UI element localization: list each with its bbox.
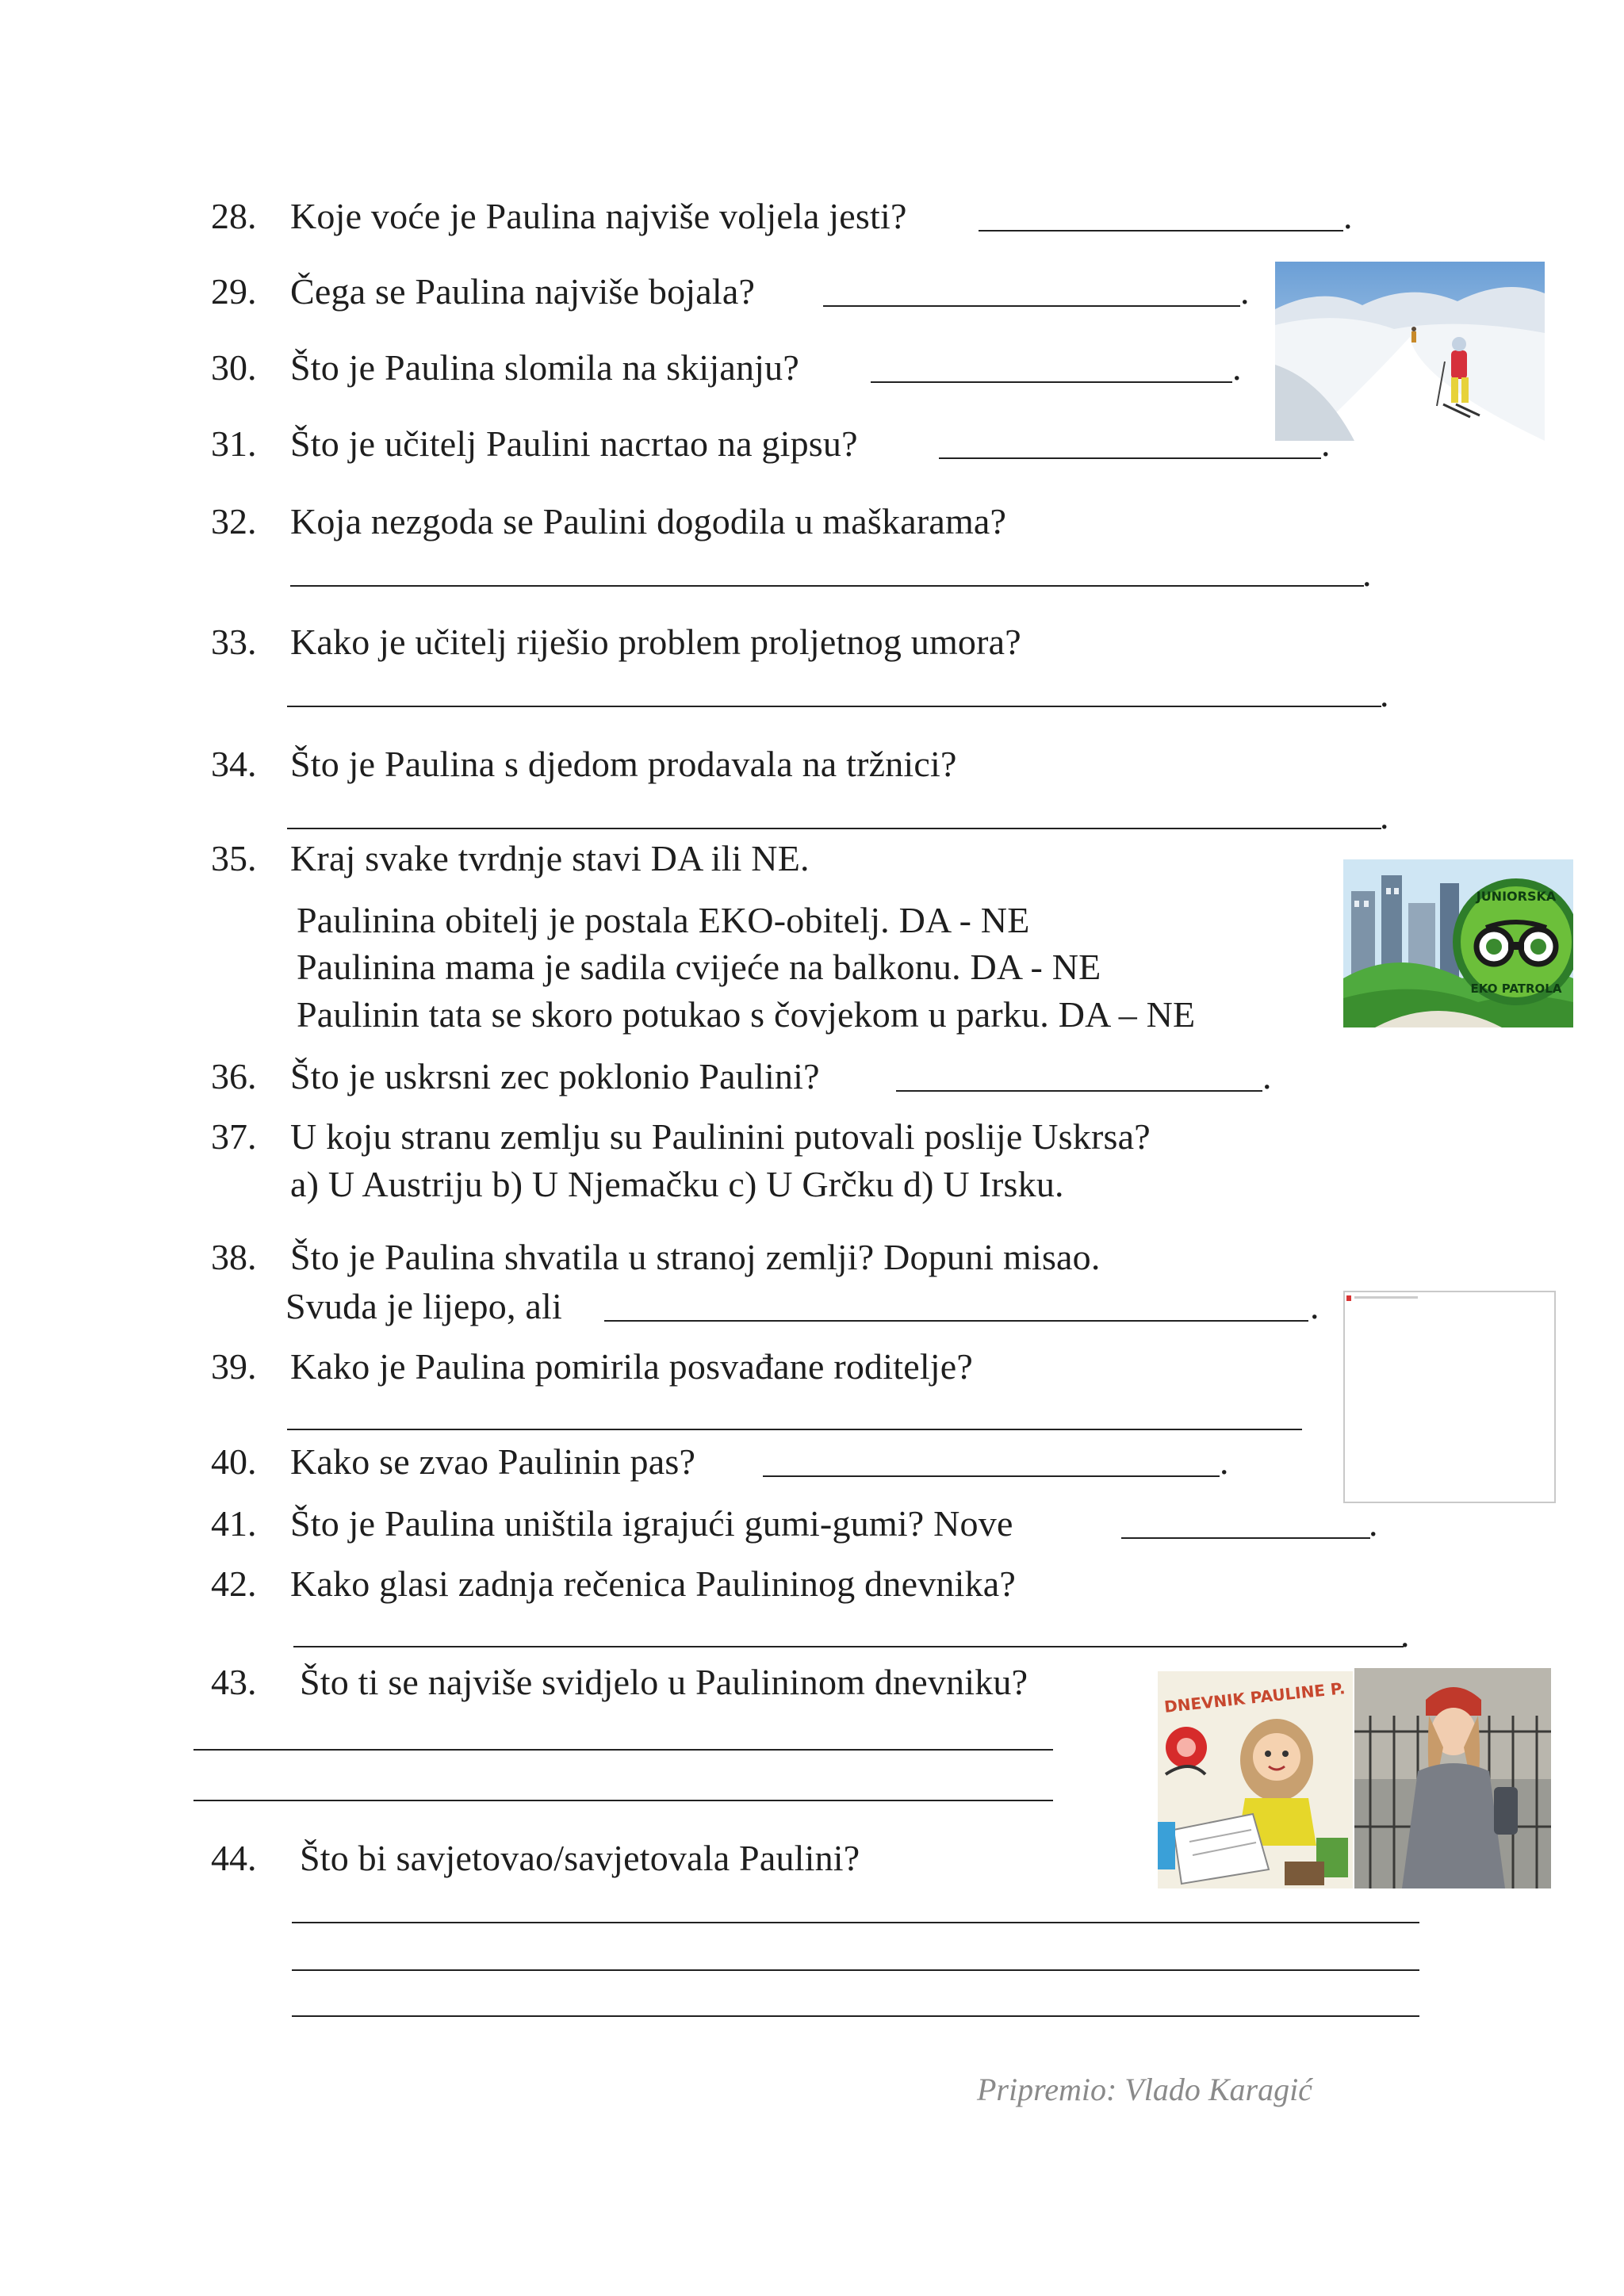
question-number: 38. (211, 1237, 257, 1277)
question-37-options: a) U Austriju b) U Njemačku c) U Grčku d) U Irsku. (290, 1164, 1064, 1204)
badge-text-top: JUNIORSKA (1476, 889, 1557, 904)
question-number: 40. (211, 1441, 257, 1482)
period: . (1310, 1286, 1320, 1326)
question-42-text: Kako glasi zadnja rečenica Paulininog dnevnika? (290, 1563, 1017, 1604)
question-44-text: Što bi savjetovao/savjetovala Paulini? (300, 1838, 860, 1878)
period: . (1380, 674, 1389, 714)
answer-line[interactable] (979, 230, 1343, 232)
missing-image-placeholder (1343, 1291, 1556, 1503)
answer-line[interactable] (823, 305, 1240, 307)
question-38-prompt: Svuda je lijepo, ali (285, 1286, 562, 1326)
question-39-text: Kako je Paulina pomirila posvađane roditelje? (290, 1346, 974, 1387)
statement-1: Paulinina obitelj je postala EKO-obitelj. DA - NE (297, 900, 1030, 940)
period: . (1232, 347, 1242, 388)
answer-line[interactable] (763, 1475, 1220, 1477)
answer-line[interactable] (896, 1090, 1262, 1092)
period: . (1220, 1441, 1229, 1482)
skiing-photo (1275, 262, 1545, 441)
period: . (1369, 1503, 1378, 1544)
answer-line[interactable] (290, 585, 1364, 587)
girl-photo (1354, 1668, 1551, 1888)
question-40-text: Kako se zvao Paulinin pas? (290, 1441, 696, 1482)
question-number: 41. (211, 1503, 257, 1544)
question-number: 31. (211, 423, 257, 464)
question-number: 29. (211, 271, 257, 312)
question-33-text: Kako je učitelj riješio problem proljetnog umora? (290, 622, 1021, 662)
question-number: 34. (211, 744, 257, 784)
period: . (1321, 423, 1331, 464)
question-number: 43. (211, 1662, 257, 1702)
question-34-text: Što je Paulina s djedom prodavala na tržnici? (290, 744, 957, 784)
question-38-text: Što je Paulina shvatila u stranoj zemlji? Dopuni misao. (290, 1237, 1101, 1277)
period: . (1343, 196, 1353, 236)
question-number: 37. (211, 1116, 257, 1157)
answer-line[interactable] (287, 1429, 1302, 1430)
question-number: 30. (211, 347, 257, 388)
answer-line[interactable] (287, 828, 1381, 829)
question-number: 32. (211, 501, 257, 541)
question-number: 42. (211, 1563, 257, 1604)
answer-line[interactable] (287, 706, 1381, 707)
book-cover-image (1158, 1671, 1353, 1888)
question-number: 28. (211, 196, 257, 236)
period: . (1380, 796, 1389, 836)
period: . (1400, 1614, 1410, 1655)
book-cover-title: DNEVNIK PAULINE P. (1163, 1678, 1346, 1716)
badge-text-bottom: EKO PATROLA (1470, 982, 1562, 996)
answer-line[interactable] (1121, 1537, 1370, 1539)
answer-line[interactable] (293, 1646, 1404, 1647)
question-29-text: Čega se Paulina najviše bojala? (290, 271, 756, 312)
question-number: 36. (211, 1056, 257, 1096)
answer-line[interactable] (292, 2015, 1419, 2017)
answer-line[interactable] (193, 1800, 1053, 1801)
question-35-text: Kraj svake tvrdnje stavi DA ili NE. (290, 838, 810, 878)
period: . (1240, 271, 1250, 312)
author-credit: Pripremio: Vlado Karagić (977, 2072, 1312, 2107)
question-28-text: Koje voće je Paulina najviše voljela jesti? (290, 196, 907, 236)
question-37-text: U koju stranu zemlju su Paulinini putovali poslije Uskrsa? (290, 1116, 1151, 1157)
answer-line[interactable] (292, 1969, 1419, 1971)
question-number: 35. (211, 838, 257, 878)
answer-line[interactable] (604, 1320, 1308, 1322)
question-number: 44. (211, 1838, 257, 1878)
answer-line[interactable] (292, 1922, 1419, 1923)
answer-line[interactable] (871, 381, 1232, 383)
question-30-text: Što je Paulina slomila na skijanju? (290, 347, 799, 388)
period: . (1362, 553, 1372, 594)
question-number: 39. (211, 1346, 257, 1387)
question-43-text: Što ti se najviše svidjelo u Paulininom dnevniku? (300, 1662, 1028, 1702)
question-32-text: Koja nezgoda se Paulini dogodila u maškarama? (290, 501, 1007, 541)
answer-line[interactable] (193, 1749, 1053, 1751)
question-36-text: Što je uskrsni zec poklonio Paulini? (290, 1056, 820, 1096)
period: . (1262, 1056, 1272, 1096)
eko-patrol-image (1343, 859, 1573, 1027)
answer-line[interactable] (939, 457, 1321, 459)
question-number: 33. (211, 622, 257, 662)
question-31-text: Što je učitelj Paulini nacrtao na gipsu? (290, 423, 858, 464)
statement-3: Paulinin tata se skoro potukao s čovjekom u parku. DA – NE (297, 994, 1196, 1035)
statement-2: Paulinina mama je sadila cvijeće na balkonu. DA - NE (297, 947, 1101, 987)
question-41-text: Što je Paulina uništila igrajući gumi-gumi? Nove (290, 1503, 1013, 1544)
